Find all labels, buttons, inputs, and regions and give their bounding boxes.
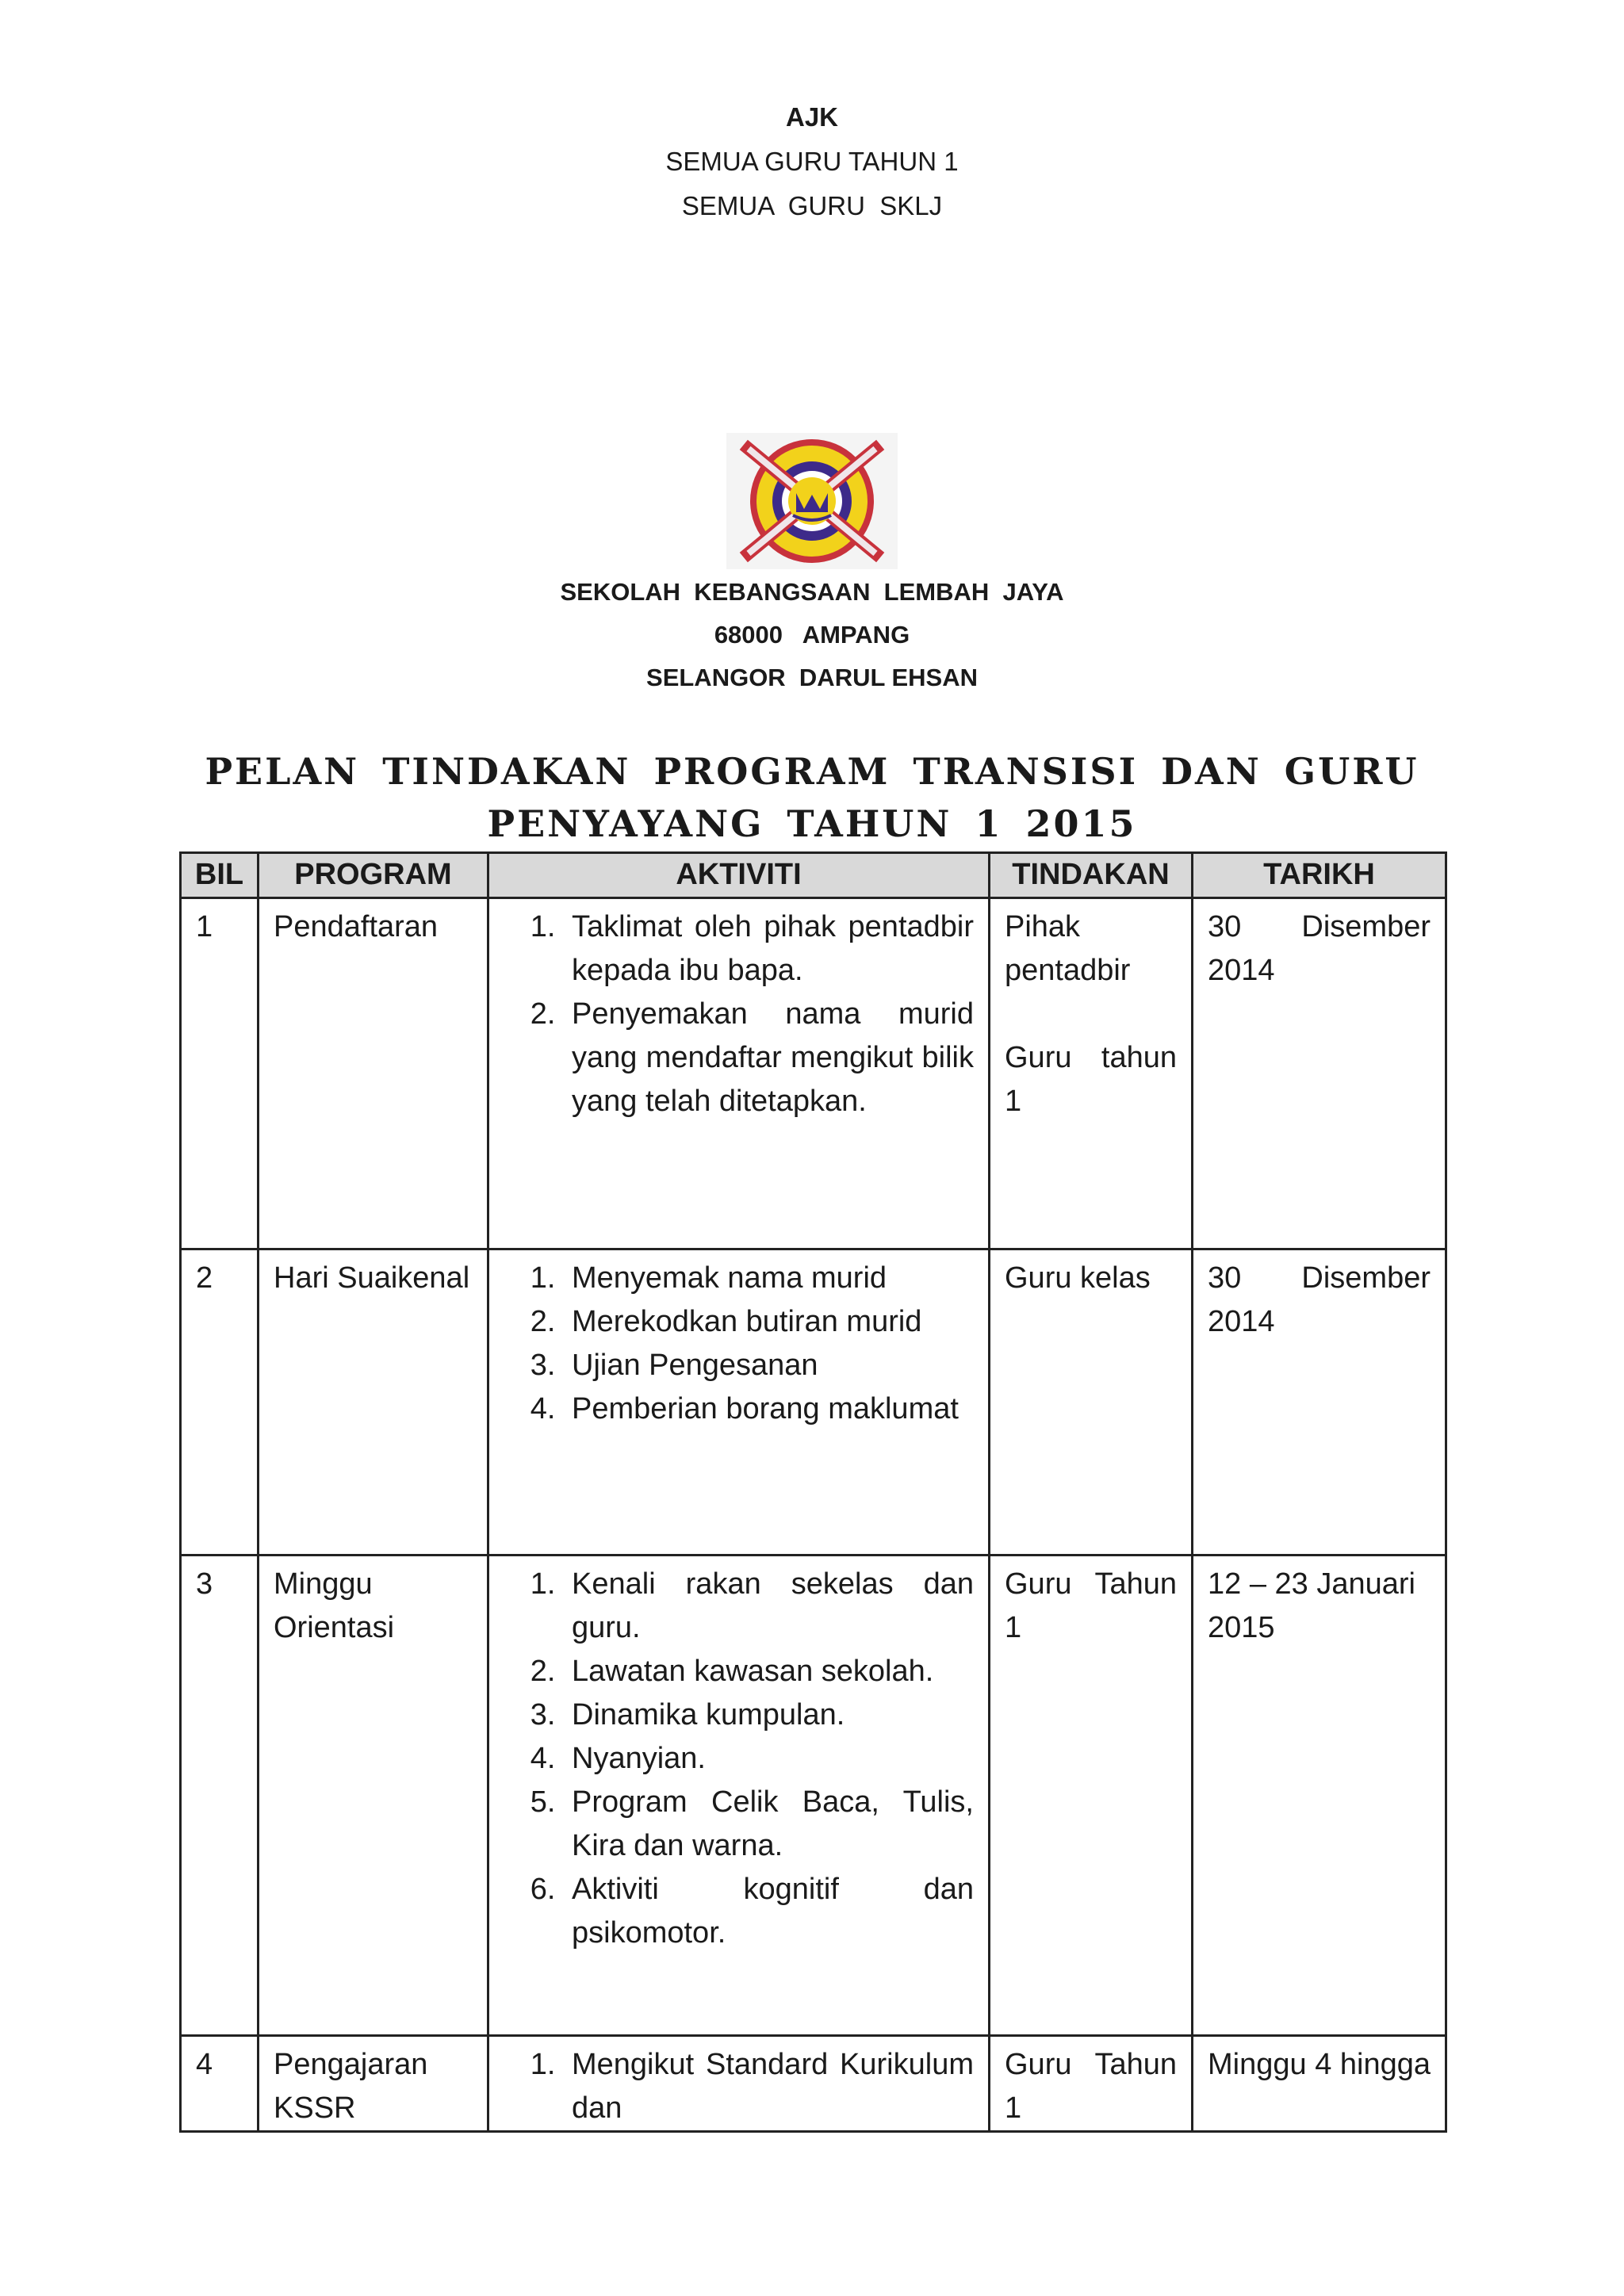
cell-tindakan [990,1249,1193,1556]
cell-tarikh: 30 Disember 2014 [1193,1249,1446,1556]
list-item: 6. Aktiviti kognitif dan psikomotor. [564,1868,974,1955]
list-item: 2. Merekodkan butiran murid [564,1300,974,1344]
cell-tarikh: 30 Disember 2014 [1193,898,1446,1249]
cell-tarikh: Minggu 4 hingga [1193,2036,1446,2132]
cell-tindakan [990,2036,1193,2132]
committee-line: SEMUA GURU TAHUN 1 [665,147,959,176]
list-item: 3. Dinamika kumpulan. [564,1693,974,1737]
school-postcode-city: 68000 AMPANG [714,621,910,649]
title-line-2: PENYAYANG TAHUN 1 2015 [487,802,1137,845]
cell-bil: 2 [181,1249,259,1556]
list-item: 1. Mengikut Standard Kurikulum dan [564,2043,974,2130]
header-bil: BIL [181,853,259,898]
header-program: PROGRAM [259,853,488,898]
list-item: 2. Lawatan kawasan sekolah. [564,1650,974,1693]
table-row [181,1556,1446,2036]
list-item: 4. Pemberian borang maklumat [564,1387,974,1431]
cell-aktiviti [488,2036,990,2132]
cell-tindakan [990,1556,1193,2036]
cell-program: Minggu Orientasi [259,1556,488,2036]
list-item: 1. Taklimat oleh pihak pentadbir kepada ibu bapa. [564,905,974,993]
action-plan-table [179,851,1447,2133]
cell-program: Pendaftaran [259,898,488,1249]
table-header-row [181,853,1446,898]
list-item: 1. Menyemak nama murid [564,1257,974,1300]
header-tarikh: TARIKH [1193,853,1446,898]
cell-bil: 3 [181,1556,259,2036]
document-title [0,745,1624,850]
tindakan-text: Guru kelas [1005,1261,1151,1295]
list-item: 5. Program Celik Baca, Tulis, Kira dan warna. [564,1781,974,1868]
cell-aktiviti [488,1249,990,1556]
cell-bil: 1 [181,898,259,1249]
committee-line: SEMUA GURU SKLJ [681,191,943,220]
tindakan-text: Guru tahun 1 [1005,1041,1177,1118]
tindakan-text: Guru Tahun 1 [1005,2048,1177,2125]
committee-heading: AJK [785,102,839,132]
header-aktiviti: AKTIVITI [488,853,990,898]
cell-tarikh: 12 – 23 Januari 2015 [1193,1556,1446,2036]
list-item: 2. Penyemakan nama murid yang mendaftar mengikut bilik yang telah ditetapkan. [564,993,974,1123]
cell-aktiviti [488,898,990,1249]
school-address [0,571,1624,699]
cell-tindakan [990,898,1193,1249]
title-line-1: PELAN TINDAKAN PROGRAM TRANSISI DAN GURU [205,750,1419,793]
cell-program: Hari Suaikenal [259,1249,488,1556]
cell-aktiviti [488,1556,990,2036]
school-name: SEKOLAH KEBANGSAAN LEMBAH JAYA [560,578,1064,606]
school-state: SELANGOR DARUL EHSAN [646,664,978,691]
school-crest-icon [726,433,898,569]
list-item: 4. Nyanyian. [564,1737,974,1781]
header-tindakan: TINDAKAN [990,853,1193,898]
tindakan-text: Pihak pentadbir [1005,910,1131,987]
table-row [181,1249,1446,1556]
tindakan-text: Guru Tahun 1 [1005,1567,1177,1644]
cell-program: Pengajaran KSSR [259,2036,488,2132]
cell-bil: 4 [181,2036,259,2132]
committee-block [0,95,1624,228]
table-row [181,2036,1446,2132]
list-item: 1. Kenali rakan sekelas dan guru. [564,1563,974,1650]
list-item: 3. Ujian Pengesanan [564,1344,974,1387]
table-row [181,898,1446,1249]
